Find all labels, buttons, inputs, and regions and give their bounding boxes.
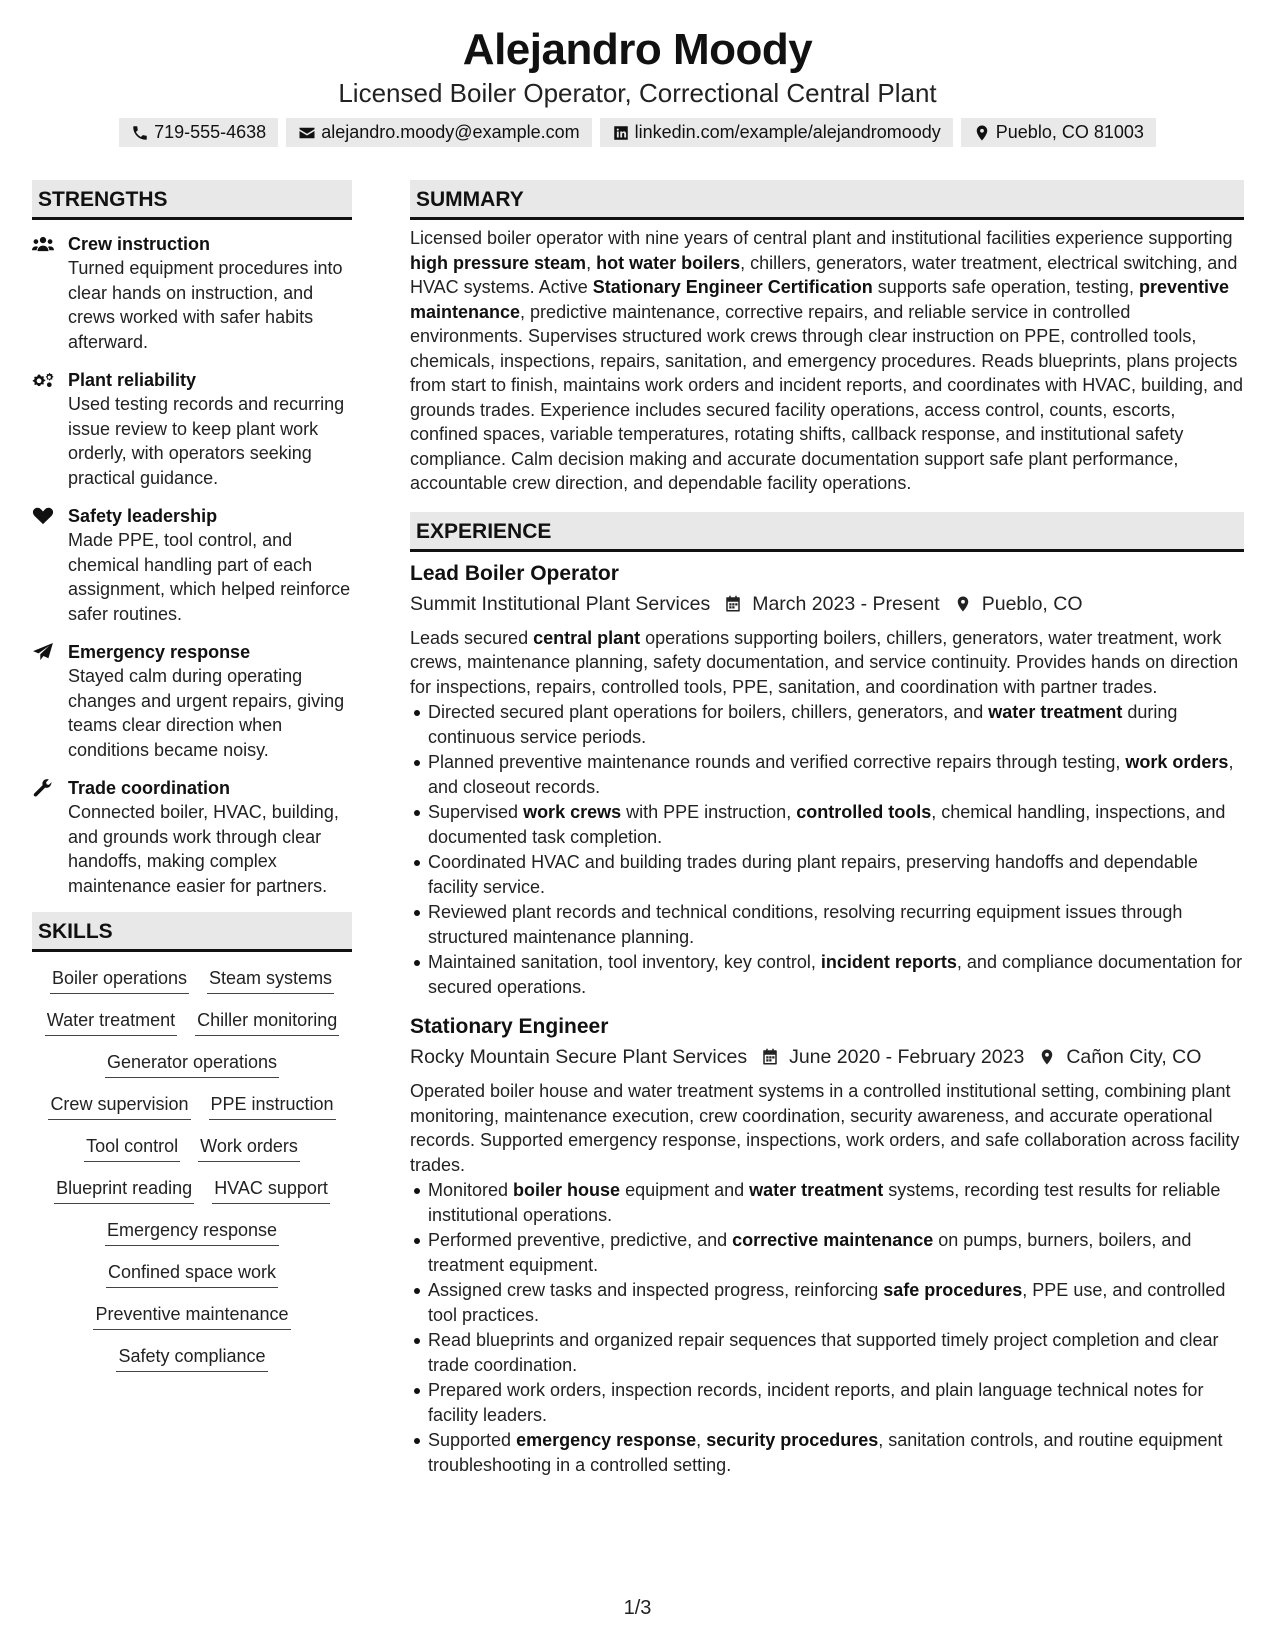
skill-tag: Emergency response <box>105 1218 279 1246</box>
skill-tag: Safety compliance <box>116 1344 267 1372</box>
job-bullet: Monitored boiler house equipment and water treatment systems, recording test results for reliable institutional operations. <box>410 1178 1244 1227</box>
skill-tag: Tool control <box>84 1134 180 1162</box>
job-bullet: Assigned crew tasks and inspected progress, reinforcing safe procedures, PPE use, and controlled tool practices. <box>410 1278 1244 1327</box>
summary-heading: SUMMARY <box>410 180 1244 220</box>
skills-heading: SKILLS <box>32 912 352 952</box>
contact-email[interactable] <box>286 118 591 147</box>
job-entry <box>410 560 1244 1000</box>
skill-tag: Steam systems <box>207 966 334 994</box>
skill-tag: Work orders <box>198 1134 300 1162</box>
strength-title: Plant reliability <box>68 370 197 390</box>
linkedin-text: linkedin.com/example/alejandromoody <box>634 122 941 142</box>
left-column <box>32 180 352 1372</box>
job-bullet: Coordinated HVAC and building trades during plant repairs, preserving handoffs and dependable facility service. <box>410 850 1244 899</box>
job-company: Rocky Mountain Secure Plant Services <box>410 1046 748 1068</box>
emphasis-text: emergency response <box>516 1430 697 1450</box>
job-dates: June 2020 - February 2023 <box>789 1046 1025 1068</box>
strength-desc: Turned equipment procedures into clear hands on instruction, and crews worked with safer habits afterward. <box>68 258 343 352</box>
job-location: Pueblo, CO <box>981 592 1083 615</box>
job-meta <box>410 1043 1244 1071</box>
page-number: 1/3 <box>623 1597 652 1619</box>
job-bullet: Planned preventive maintenance rounds and verified corrective repairs through testing, work orders, and closeout records. <box>410 750 1244 799</box>
strength-desc: Made PPE, tool control, and chemical handling part of each assignment, which helped reinforce safer routines. <box>68 530 351 624</box>
emphasis-text: controlled tools <box>796 802 932 822</box>
email-text: alejandro.moody@example.com <box>321 122 580 142</box>
right-column <box>410 180 1244 1478</box>
job-bullets <box>410 700 1244 999</box>
job-description: Leads secured central plant operations supporting boilers, chillers, generators, water treatment, work crews, maintenance planning, safety documentation, and service continuity. Provides hands on direction for inspections, repairs, controlled tools, PPE, sanitation, and coordination with partner trades. <box>410 627 1239 697</box>
emphasis-text: preventive maintenance <box>410 277 1229 322</box>
job-location: Cañon City, CO <box>1066 1046 1202 1068</box>
calendar-icon <box>724 595 742 613</box>
skill-tag: Preventive maintenance <box>93 1302 290 1330</box>
strengths-list <box>32 232 352 898</box>
emphasis-text: boiler house <box>513 1180 621 1200</box>
skill-tag: PPE instruction <box>209 1092 336 1120</box>
skill-tag: Generator operations <box>105 1050 279 1078</box>
map-pin-icon <box>954 595 972 613</box>
strength-desc: Used testing records and recurring issue review to keep plant work orderly, with operators seeking practical guidance. <box>68 394 345 488</box>
map-pin-icon <box>973 124 991 142</box>
job-bullet: Maintained sanitation, tool inventory, key control, incident reports, and compliance documentation for secured operations. <box>410 950 1244 999</box>
calendar-icon <box>761 1048 779 1066</box>
job-bullet: Reviewed plant records and technical conditions, resolving recurring equipment issues through structured maintenance planning. <box>410 900 1244 949</box>
linkedin-icon <box>612 124 630 142</box>
strength-item <box>32 232 352 354</box>
candidate-title: Licensed Boiler Operator, Correctional Central Plant <box>338 78 937 108</box>
emphasis-text: water treatment <box>749 1180 884 1200</box>
emphasis-text: safe procedures <box>883 1280 1023 1300</box>
strengths-heading: STRENGTHS <box>32 180 352 220</box>
strength-title: Safety leadership <box>68 506 218 526</box>
strength-item <box>32 504 352 626</box>
envelope-icon <box>298 124 316 142</box>
location-text: Pueblo, CO 81003 <box>995 122 1144 142</box>
job-company: Summit Institutional Plant Services <box>410 592 711 615</box>
phone-icon <box>131 124 149 142</box>
contact-phone[interactable] <box>119 118 278 147</box>
users-icon <box>32 235 54 253</box>
strength-title: Crew instruction <box>68 234 211 254</box>
skill-tag: Water treatment <box>45 1008 177 1036</box>
candidate-name: Alejandro Moody <box>462 25 813 74</box>
job-bullet: Directed secured plant operations for boilers, chillers, generators, and water treatment during continuous service periods. <box>410 700 1244 749</box>
contact-location[interactable] <box>961 118 1156 147</box>
gears-icon <box>32 371 54 389</box>
job-bullet: Prepared work orders, inspection records, incident reports, and plain language technical notes for facility leaders. <box>410 1378 1244 1427</box>
strength-title: Trade coordination <box>68 778 231 798</box>
emphasis-text: work orders <box>1125 752 1229 772</box>
summary-text: Licensed boiler operator with nine years of central plant and institutional facilities experience supporting high pressure steam, hot water boilers, chillers, generators, water treatment, electrical switching, and HVAC systems. Active Stationary Engineer Certification supports safe operation, testing, preventive maintenance, predictive maintenance, corrective repairs, and reliable service in controlled environments. Supervises structured work crews through clear instruction on PPE, controlled tools, chemicals, inspections, repairs, sanitation, and emergency procedures. Reads blueprints, plans projects from start to finish, maintains work orders and incident reports, and coordinates with HVAC, building, and grounds trades. Experience includes secured facility operations, access control, counts, escorts, confined spaces, variable temperatures, rotating shifts, callback response, and institutional safety compliance. Calm decision making and accurate documentation support safe plant performance, accountable crew direction, and dependable facility operations. <box>410 228 1244 493</box>
contact-linkedin[interactable] <box>600 118 953 147</box>
strength-desc: Connected boiler, HVAC, building, and grounds work through clear handoffs, making complex maintenance easier for partners. <box>68 802 339 896</box>
emphasis-text: central plant <box>533 627 641 648</box>
emphasis-text: hot water boilers <box>596 252 741 273</box>
paper-plane-icon <box>32 643 54 661</box>
skill-tag: Confined space work <box>106 1260 278 1288</box>
skill-tag: Crew supervision <box>48 1092 190 1120</box>
job-meta <box>410 590 1244 618</box>
strength-item <box>32 368 352 490</box>
emphasis-text: Stationary Engineer Certification <box>592 277 873 297</box>
strength-item <box>32 776 352 898</box>
wrench-icon <box>32 779 54 797</box>
skills-list <box>32 966 352 1372</box>
job-bullet: Read blueprints and organized repair sequences that supported timely project completion and clear trade coordination. <box>410 1328 1244 1377</box>
heart-icon <box>32 507 54 525</box>
job-entry <box>410 1013 1244 1477</box>
strength-desc: Stayed calm during operating changes and urgent repairs, giving teams clear direction when conditions became noisy. <box>68 666 345 760</box>
job-dates: March 2023 - Present <box>752 592 940 615</box>
job-bullet: Supported emergency response, security procedures, sanitation controls, and routine equipment troubleshooting in a controlled setting. <box>410 1428 1244 1477</box>
emphasis-text: work crews <box>523 802 622 822</box>
skill-tag: Blueprint reading <box>54 1176 194 1204</box>
skill-tag: Chiller monitoring <box>195 1008 339 1036</box>
skill-tag: Boiler operations <box>50 966 189 994</box>
job-bullet: Performed preventive, predictive, and corrective maintenance on pumps, burners, boilers, and treatment equipment. <box>410 1228 1244 1277</box>
emphasis-text: incident reports <box>820 952 957 972</box>
job-title: Stationary Engineer <box>410 1015 609 1038</box>
skill-tag: HVAC support <box>212 1176 330 1204</box>
emphasis-text: security procedures <box>706 1430 879 1450</box>
resume-header <box>0 0 1275 147</box>
phone-text: 719-555-4638 <box>154 122 267 142</box>
contact-bar <box>0 118 1275 147</box>
job-bullet: Supervised work crews with PPE instruction, controlled tools, chemical handling, inspections, and documented task completion. <box>410 800 1244 849</box>
emphasis-text: high pressure steam <box>410 252 587 273</box>
experience-heading: EXPERIENCE <box>410 512 1244 552</box>
strength-item <box>32 640 352 762</box>
job-description: Operated boiler house and water treatment systems in a controlled institutional setting, combining plant monitoring, maintenance execution, crew coordination, security awareness, and accurate operational records. Supported emergency response, inspections, work orders, and safe collaboration across facility trades. <box>410 1081 1240 1175</box>
map-pin-icon <box>1038 1048 1056 1066</box>
job-bullets <box>410 1178 1244 1477</box>
emphasis-text: corrective maintenance <box>732 1230 934 1250</box>
job-title: Lead Boiler Operator <box>410 561 619 585</box>
emphasis-text: water treatment <box>988 702 1123 722</box>
strength-title: Emergency response <box>68 642 251 662</box>
